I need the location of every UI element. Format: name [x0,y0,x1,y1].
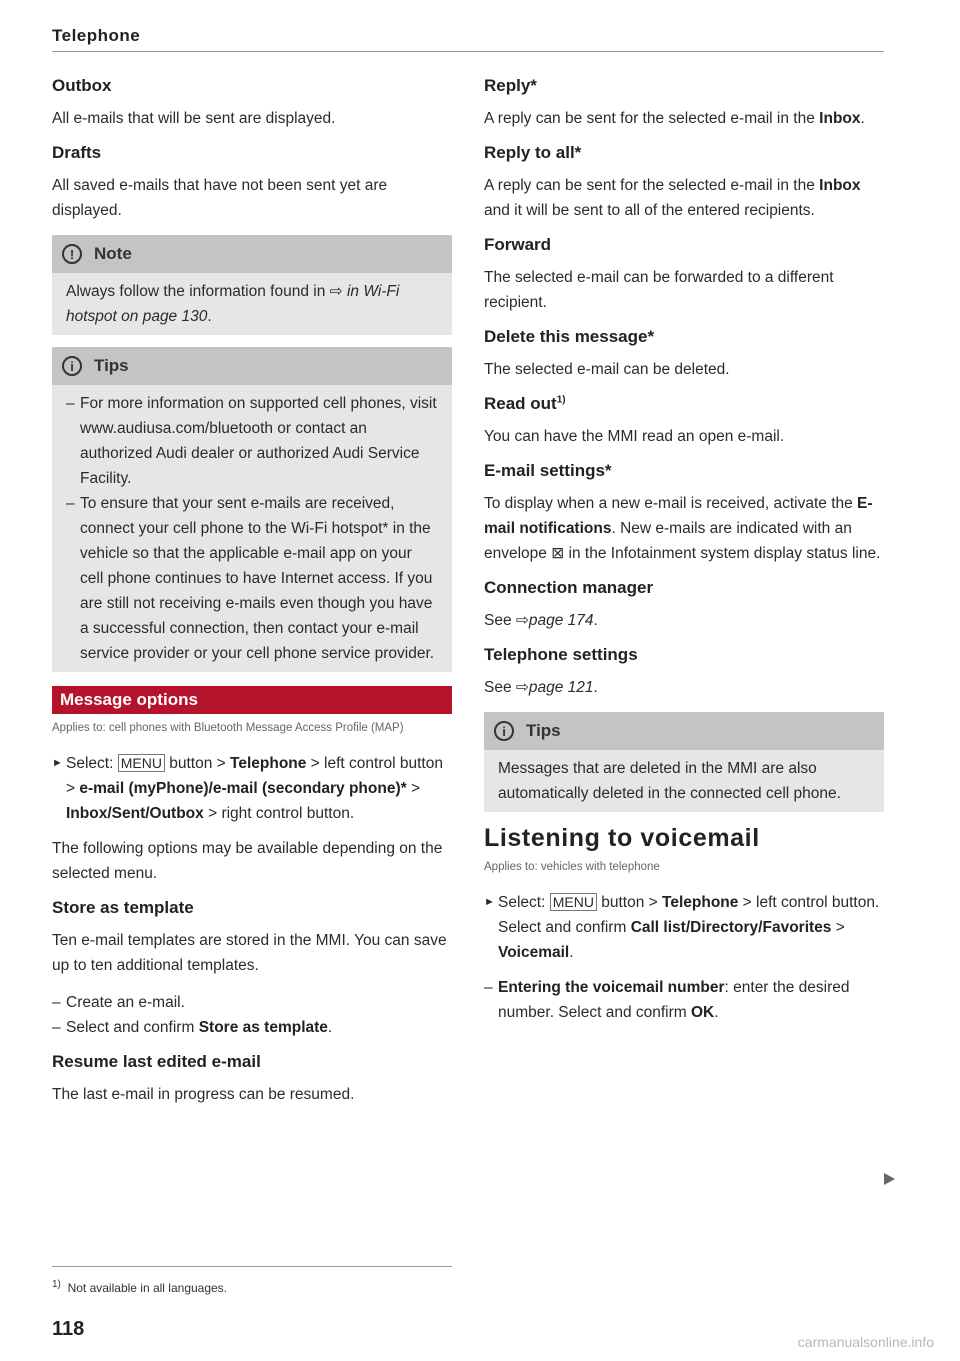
outbox-text: All e-mails that will be sent are displayed. [52,110,336,127]
reply-all-text: A reply can be sent for the selected e-mail in the Inbox and it will be sent to all of the entered recipients. [484,177,861,219]
header-rule [52,51,884,52]
tips-item: – For more information on supported cell phones, visit www.audiusa.com/bluetooth or contact an authorized Audi dealer or authorized Audi Service Facility. [66,395,437,487]
tips-header [52,347,452,385]
telephone-settings-heading: Telephone settings [484,645,638,664]
forward-heading: Forward [484,235,552,254]
left-column [52,76,452,1119]
envelope-icon: ⊠ [551,545,565,562]
ref-arrow-icon: ⇨ [515,612,529,629]
voicemail-item: – Entering the voicemail number: enter the desired number. Select and confirm OK. [484,979,850,1021]
reply-all-heading: Reply to all* [484,143,582,162]
note-link[interactable]: in Wi-Fi hotspot on page 130 [66,283,400,325]
info-icon: i [494,721,514,741]
drafts-heading: Drafts [52,143,102,162]
reply-heading: Reply* [484,76,537,95]
voicemail-heading: Listening to voicemail [484,824,760,852]
store-template-text: Ten e-mail templates are stored in the MMI. You can save up to ten additional templates. [52,932,447,974]
right-column [484,76,884,1025]
delete-text: The selected e-mail can be deleted. [484,361,730,378]
page-link[interactable]: page 174 [528,612,594,629]
outbox-heading: Outbox [52,76,112,95]
watermark: carmanualsonline.info [797,1334,934,1350]
connection-manager-text: See ⇨page 174. [484,612,598,629]
drafts-text: All saved e-mails that have not been sent yet are displayed. [52,177,388,219]
read-out-text: You can have the MMI read an open e-mail. [484,428,785,445]
resume-heading: Resume last edited e-mail [52,1052,261,1071]
note-body [52,273,452,335]
warning-icon: ! [62,244,82,264]
menu-key: MENU [118,754,165,772]
menu-key: MENU [550,893,597,911]
tips-body [484,750,884,812]
tips-header [484,712,884,750]
footnote: $^{1)}$ Not available in all languages. [52,1279,228,1295]
page-number: 118 [52,1318,85,1340]
store-item: – Create an e-mail. [52,994,185,1011]
note-header [52,235,452,273]
forward-text: The selected e-mail can be forwarded to a different recipient. [484,269,834,311]
telephone-settings-text: See ⇨page 121. [484,679,598,696]
ref-arrow-icon: ⇨ [329,283,343,300]
message-options-heading: Message options [52,686,452,714]
resume-text: The last e-mail in progress can be resumed. [52,1086,355,1103]
page-header: Telephone [52,26,141,45]
tips-title: Tips [526,721,561,740]
page-link[interactable]: page 121 [528,679,594,696]
note-title: Note [94,244,132,263]
applies-text: Applies to: cell phones with Bluetooth Message Access Profile (MAP) [52,722,404,734]
delete-heading: Delete this message* [484,327,655,346]
continue-arrow-icon [884,1173,895,1185]
email-settings-heading: E-mail settings* [484,461,612,480]
applies-text: Applies to: vehicles with telephone [484,861,660,873]
step-arrow-icon: ► [52,757,63,769]
select-step: ► Select: MENU button > Telephone > left control button. Select and confirm Call list/Directory/Favorites > Voicemail. [484,890,884,965]
note-box [52,235,452,335]
store-item: – Select and confirm Store as template. [52,1019,333,1036]
footnote-rule [52,1266,452,1267]
options-intro: The following options may be available depending on the selected menu. [52,840,443,882]
footnote-mark: 1) [556,394,566,406]
tips-text: Messages that are deleted in the MMI are also automatically deleted in the connected cell phone. [498,760,841,802]
reply-text: A reply can be sent for the selected e-mail in the Inbox. [484,110,865,127]
select-step: ► Select: MENU button > Telephone > left control button > e-mail (myPhone)/e-mail (secondary phone)* > Inbox/Sent/Outbox > right control button. [52,751,452,826]
step-arrow-icon: ► [484,896,495,908]
tips-item: – To ensure that your sent e-mails are received, connect your cell phone to the Wi-Fi hotspot* in the vehicle so that the applicable e-mail app on your cell phone continues to have Internet access. If you are still not receiving e-mails even though you have a successful connection, then contact your e-mail service provider or your cell phone service provider. [66,495,435,662]
email-settings-text: To display when a new e-mail is received, activate the E-mail notifications. New e-mails are indicated with an envelope ⊠ in the Infotainment system display status line. [484,495,881,562]
note-text: Always follow the information found in ⇨ in Wi-Fi hotspot on page 130. [66,283,400,325]
tips-title: Tips [94,356,129,375]
tips-box [484,712,884,812]
tips-body [52,385,452,672]
read-out-heading: Read out$^{1)}$ [484,394,566,413]
connection-manager-heading: Connection manager [484,578,654,597]
tips-box [52,347,452,672]
ref-arrow-icon: ⇨ [515,679,529,696]
info-icon: i [62,356,82,376]
store-template-heading: Store as template [52,898,194,917]
